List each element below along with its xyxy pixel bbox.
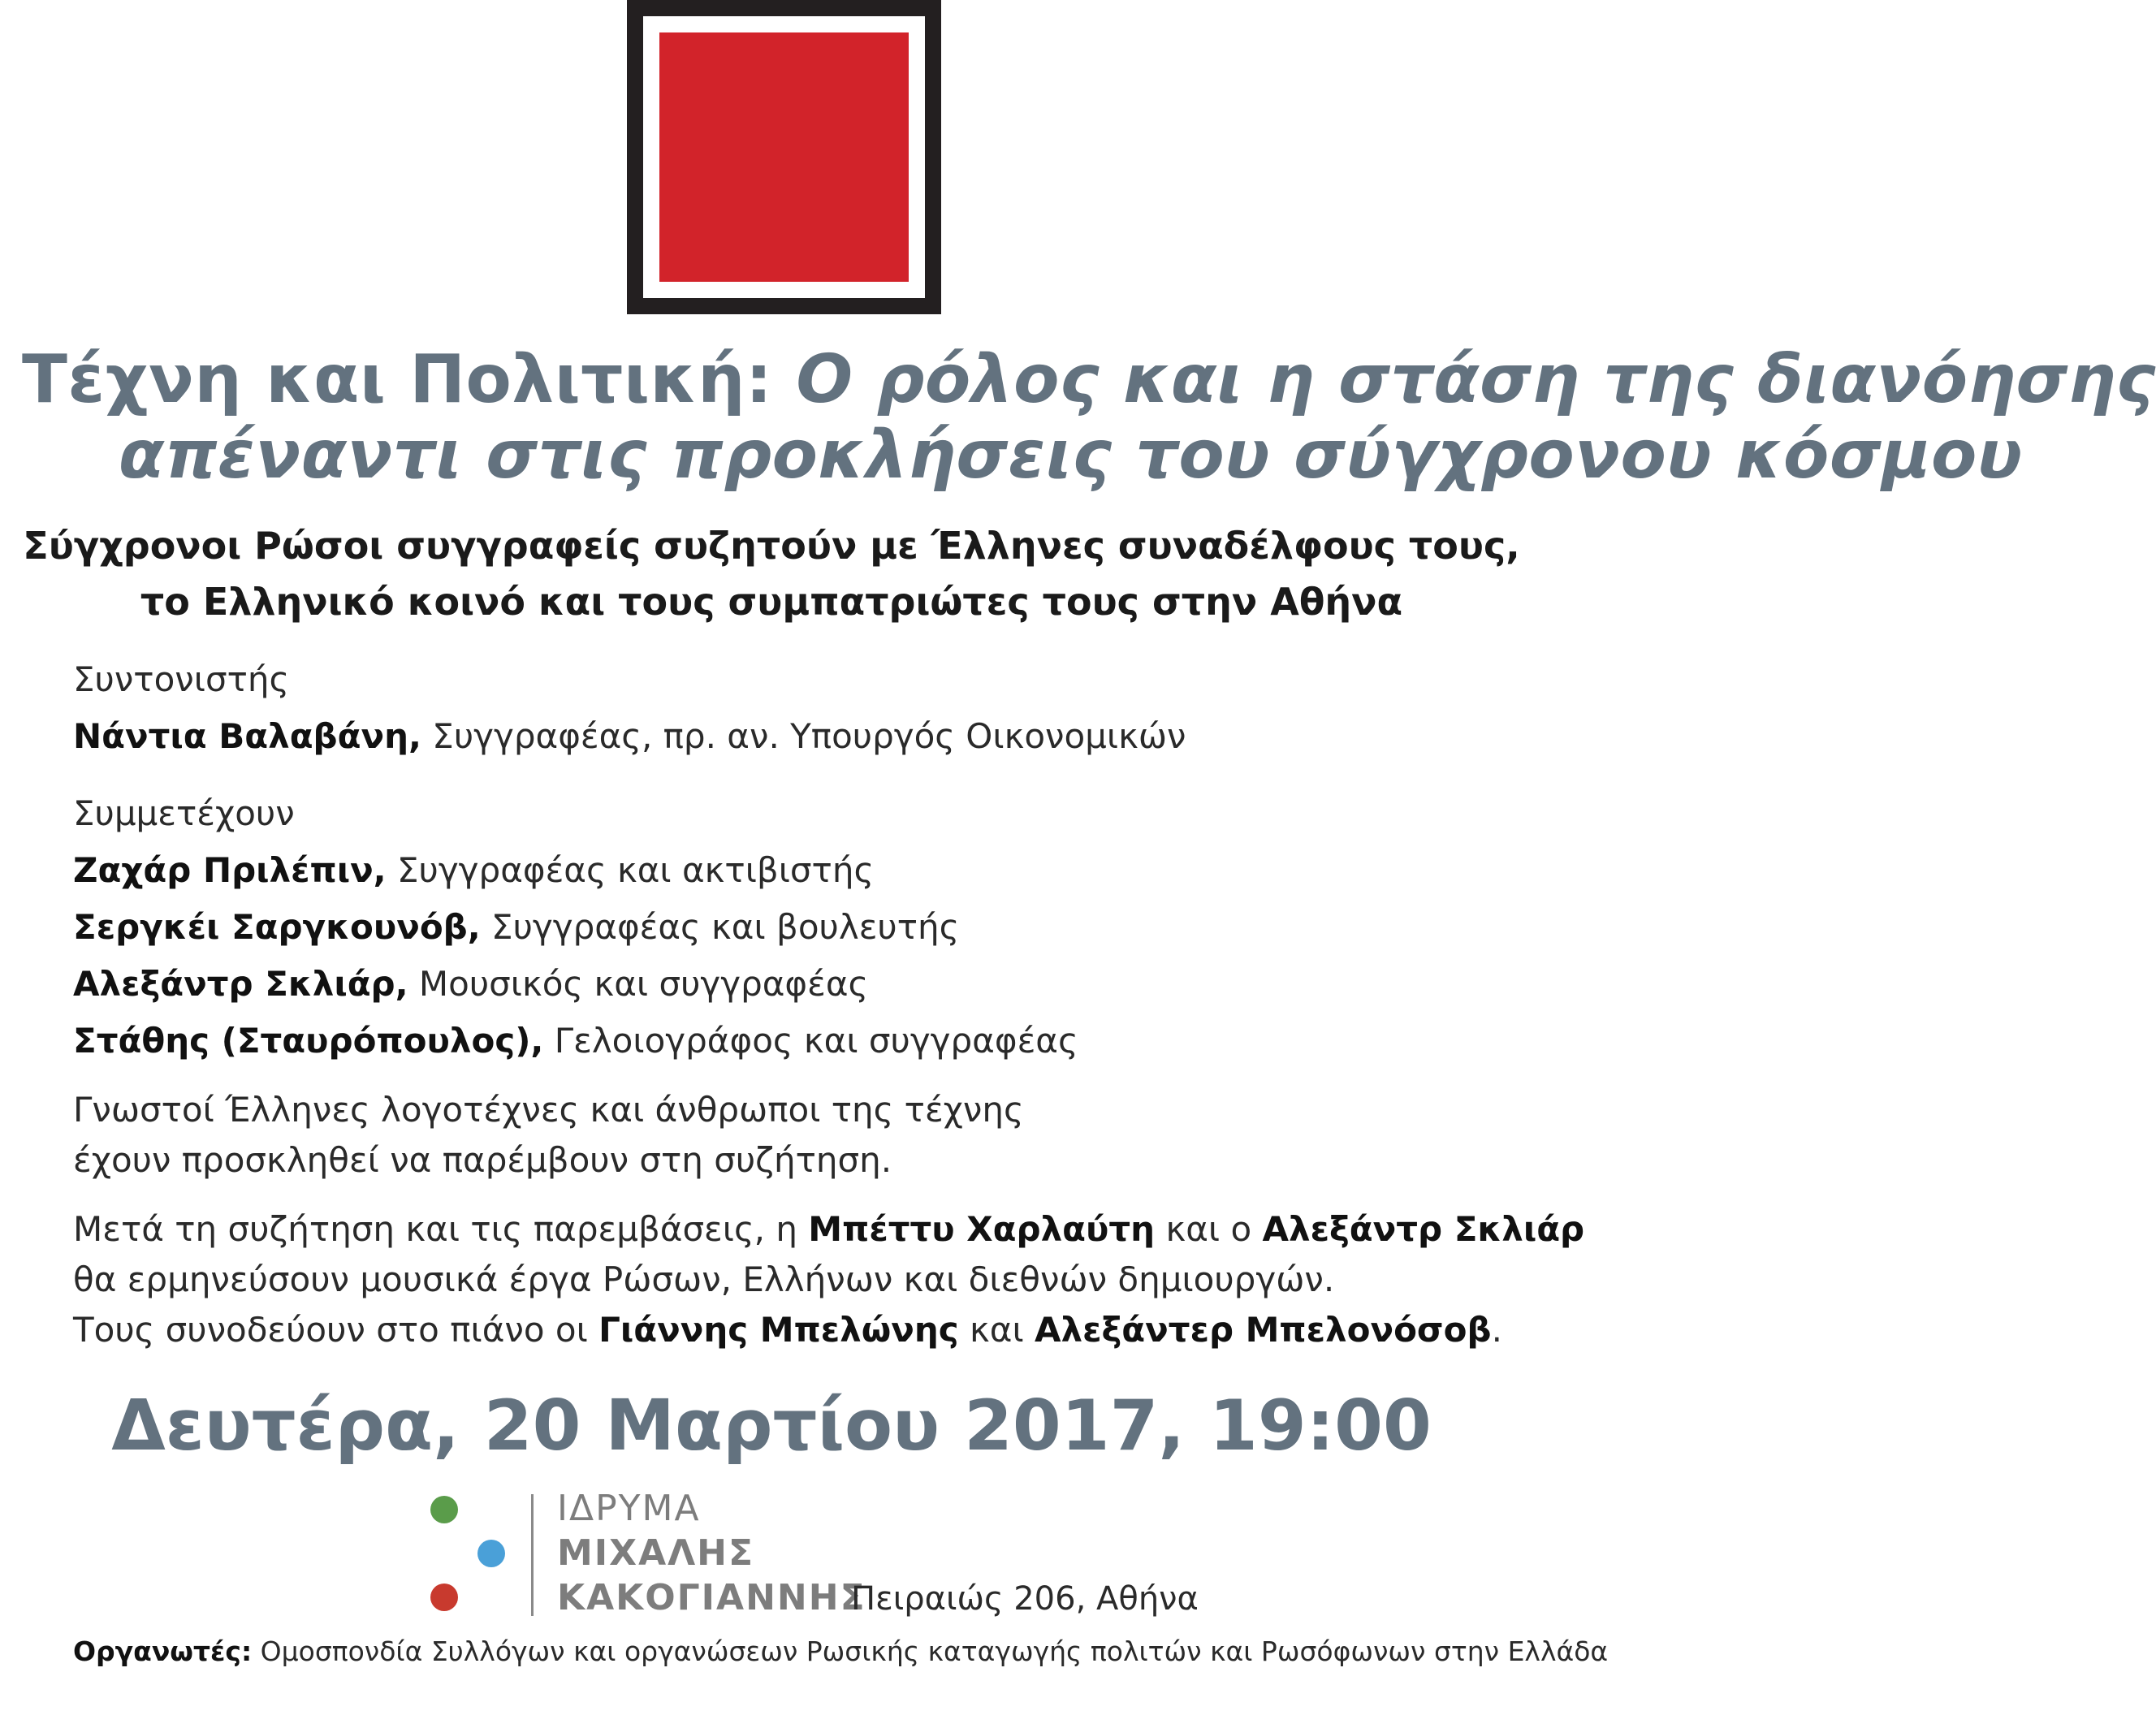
- music-line-3: [73, 1306, 1502, 1355]
- event-logo: [627, 0, 941, 314]
- invited-line-2: έχουν προσκληθεί να παρέμβουν στη συζήτηση.: [73, 1140, 892, 1180]
- participant-role: Συγγραφέας και ακτιβιστής: [386, 850, 875, 890]
- subtitle-line-1: Σύγχρονοι Ρώσοι συγγραφείς συζητούν με Έλληνες συναδέλφους τους,: [23, 524, 1520, 568]
- participant-role: Μουσικός και συγγραφέας: [408, 964, 869, 1004]
- foundation-name-line-1: ΙΔΡΥΜΑ: [557, 1488, 701, 1529]
- performer-name: Αλεξάντρ Σκλιάρ: [1262, 1209, 1585, 1249]
- foundation-logo-blue-dot: [477, 1540, 505, 1567]
- invited-line-1: Γνωστοί Έλληνες λογοτέχνες και άνθρωποι της τέχνης: [73, 1090, 1024, 1130]
- foundation-logo-green-dot: [430, 1496, 458, 1523]
- foundation-name-line-3: ΚΑΚΟΓΙΑΝΝΗΣ: [557, 1577, 866, 1618]
- participant-entry: [73, 960, 868, 1009]
- participant-name: Στάθης (Σταυρόπουλος),: [73, 1021, 544, 1061]
- page-title-line-1: [0, 341, 2156, 418]
- participant-role: Γελοιογράφος και συγγραφέας: [543, 1021, 1078, 1061]
- foundation-logo-divider: [531, 1494, 534, 1616]
- participants-heading: Συμμετέχουν: [73, 793, 295, 833]
- moderator-name: Νάντια Βαλαβάνη,: [73, 716, 421, 756]
- moderator-entry: [73, 712, 1186, 761]
- participant-entry: [73, 846, 874, 895]
- music-text: Τους συνοδεύουν στο πιάνο οι: [73, 1310, 599, 1350]
- music-text: .: [1491, 1310, 1502, 1350]
- organizers-footer: [73, 1635, 1608, 1667]
- participant-entry: [73, 1017, 1078, 1065]
- music-text: Μετά τη συζήτηση και τις παρεμβάσεις, η: [73, 1209, 809, 1249]
- participant-name: Ζαχάρ Πριλέπιν,: [73, 850, 387, 890]
- participant-name: Αλεξάντρ Σκλιάρ,: [73, 964, 408, 1004]
- participant-name: Σεργκέι Σαργκουνόβ,: [73, 907, 481, 947]
- title-italic-1: Ο ρόλος και η στάση της διανόησης: [796, 341, 2156, 418]
- music-text: και: [958, 1310, 1035, 1350]
- participant-role: Συγγραφέας και βουλευτής: [480, 907, 960, 947]
- moderator-heading: Συντονιστής: [73, 659, 290, 699]
- title-italic-2: απέναντι στις προκλήσεις του σύγχρονου κόσμου: [119, 417, 2023, 494]
- page-title-line-2: [0, 417, 2023, 494]
- subtitle-line-2: το Ελληνικό κοινό και τους συμπατριώτες τους στην Αθήνα: [140, 580, 1403, 624]
- foundation-logo-red-dot: [430, 1584, 458, 1611]
- music-line-1: [73, 1205, 1584, 1254]
- performer-name: Μπέττυ Χαρλαύτη: [808, 1209, 1156, 1249]
- foundation-name-line-2: ΜΙΧΑΛΗΣ: [557, 1532, 755, 1574]
- participant-entry: [73, 903, 959, 952]
- music-text: και ο: [1155, 1209, 1263, 1249]
- pianist-name: Αλεξάντερ Μπελονόσοβ: [1035, 1310, 1492, 1350]
- organizers-text: Ομοσπονδία Συλλόγων και οργανώσεων Ρωσικής καταγωγής πολιτών και Ρωσόφωνων στην Ελλάδα: [252, 1635, 1609, 1667]
- title-plain: Τέχνη και Πολιτική:: [22, 341, 797, 418]
- music-line-2: θα ερμηνεύσουν μουσικά έργα Ρώσων, Ελλήνων και διεθνών δημιουργών.: [73, 1259, 1335, 1299]
- venue-address: Πειραιώς 206, Αθήνα: [851, 1580, 1199, 1618]
- moderator-role: Συγγραφέας, πρ. αν. Υπουργός Οικονομικών: [421, 716, 1186, 756]
- organizers-label: Οργανωτές:: [73, 1635, 253, 1667]
- event-date: Δευτέρα, 20 Μαρτίου 2017, 19:00: [111, 1385, 1432, 1467]
- logo-red-square: [659, 32, 909, 282]
- pianist-name: Γιάννης Μπελώνης: [598, 1310, 959, 1350]
